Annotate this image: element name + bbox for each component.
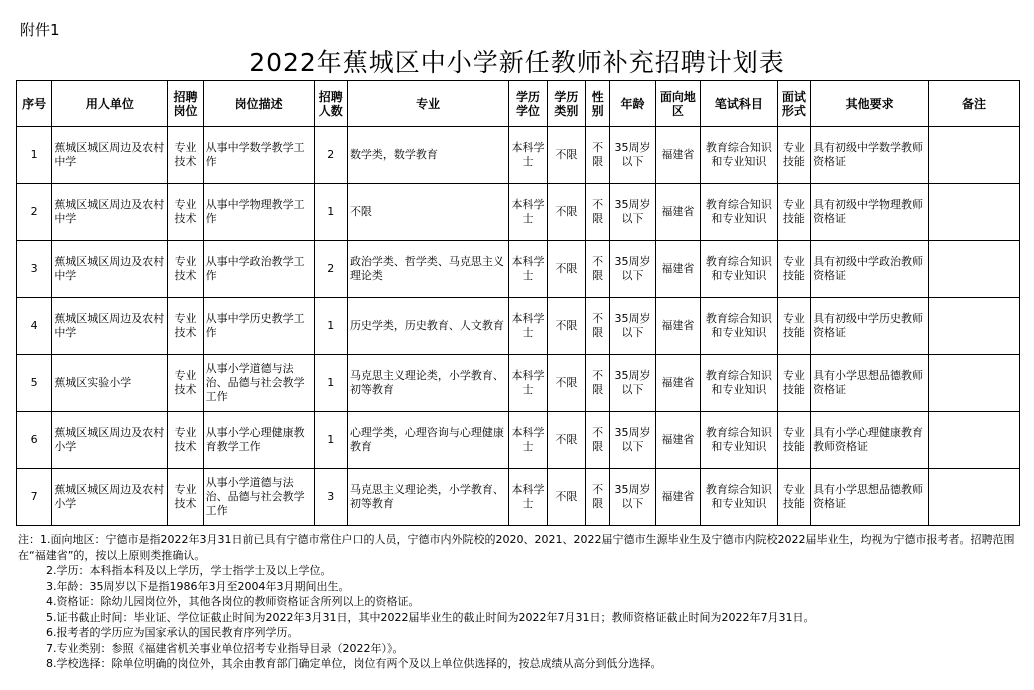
other-requirements-cell: 具有初级中学数学教师资格证 — [811, 127, 929, 184]
age-cell: 35周岁以下 — [610, 184, 655, 241]
other-requirements-cell: 具有小学思想品德教师资格证 — [811, 355, 929, 412]
header-cell: 序号 — [17, 81, 52, 127]
header-cell: 招聘岗位 — [168, 81, 203, 127]
gender-cell: 不限 — [586, 355, 610, 412]
header-cell: 面试形式 — [777, 81, 810, 127]
degree-cell: 本科学士 — [509, 241, 547, 298]
degree-cell: 本科学士 — [509, 469, 547, 526]
table-row — [17, 469, 1020, 526]
header-cell: 其他要求 — [811, 81, 929, 127]
gender-cell: 不限 — [586, 469, 610, 526]
post-description-cell: 从事中学数学教学工作 — [203, 127, 314, 184]
major-cell: 马克思主义理论类，小学教育、初等教育 — [347, 469, 508, 526]
employer-unit-cell: 蕉城区实验小学 — [52, 355, 168, 412]
employer-unit-cell: 蕉城区城区周边及农村小学 — [52, 412, 168, 469]
note-item: 注：1.面向地区：宁德市是指2022年3月31日前已具有宁德市常住户口的人员，宁德市内外院校的2020、2021、2022届宁德市生源毕业生及宁德市内院校2022届毕业生，均视为宁德市报考者。招聘范围在“福建省”的，按以上原则类推确认。 — [18, 533, 1015, 562]
table-row — [17, 298, 1020, 355]
education-type-cell: 不限 — [547, 184, 585, 241]
written-exam-subject-cell: 教育综合知识和专业知识 — [701, 412, 778, 469]
header-cell: 笔试科目 — [701, 81, 778, 127]
degree-cell: 本科学士 — [509, 412, 547, 469]
degree-cell: 本科学士 — [509, 298, 547, 355]
post-type-cell: 专业技术 — [168, 412, 203, 469]
target-region-cell: 福建省 — [655, 355, 700, 412]
hire-count-cell: 2 — [314, 127, 347, 184]
target-region-cell: 福建省 — [655, 184, 700, 241]
note-item: 4.资格证：除幼儿园岗位外，其他各岗位的教师资格证含所列以上的资格证。 — [46, 595, 420, 608]
header-cell: 学历类别 — [547, 81, 585, 127]
major-cell: 数学类，数学教育 — [347, 127, 508, 184]
target-region-cell: 福建省 — [655, 298, 700, 355]
remark-cell — [929, 355, 1020, 412]
degree-cell: 本科学士 — [509, 355, 547, 412]
major-cell: 政治学类、哲学类、马克思主义理论类 — [347, 241, 508, 298]
note-item: 8.学校选择：除单位明确的岗位外，其余由教育部门确定单位，岗位有两个及以上单位供选择的，按总成绩从高分到低分选择。 — [46, 657, 662, 670]
written-exam-subject-cell: 教育综合知识和专业知识 — [701, 298, 778, 355]
gender-cell: 不限 — [586, 298, 610, 355]
header-cell: 岗位描述 — [203, 81, 314, 127]
interview-format-cell: 专业技能 — [777, 469, 810, 526]
note-item: 3.年龄：35周岁以下是指1986年3月至2004年3月期间出生。 — [46, 579, 350, 593]
post-description-cell: 从事中学物理教学工作 — [203, 184, 314, 241]
age-cell: 35周岁以下 — [610, 127, 655, 184]
target-region-cell: 福建省 — [655, 469, 700, 526]
gender-cell: 不限 — [586, 412, 610, 469]
written-exam-subject-cell: 教育综合知识和专业知识 — [701, 241, 778, 298]
post-type-cell: 专业技术 — [168, 184, 203, 241]
notes-section — [18, 532, 1018, 672]
gender-cell: 不限 — [586, 241, 610, 298]
remark-cell — [929, 184, 1020, 241]
hire-count-cell: 1 — [314, 184, 347, 241]
target-region-cell: 福建省 — [655, 127, 700, 184]
written-exam-subject-cell: 教育综合知识和专业知识 — [701, 469, 778, 526]
recruitment-plan-table — [16, 80, 1020, 526]
interview-format-cell: 专业技能 — [777, 241, 810, 298]
row-number-cell: 7 — [17, 469, 52, 526]
education-type-cell: 不限 — [547, 469, 585, 526]
header-cell: 备注 — [929, 81, 1020, 127]
post-description-cell: 从事小学道德与法治、品德与社会教学工作 — [203, 469, 314, 526]
row-number-cell: 2 — [17, 184, 52, 241]
post-description-cell: 从事中学政治教学工作 — [203, 241, 314, 298]
post-description-cell: 从事小学道德与法治、品德与社会教学工作 — [203, 355, 314, 412]
age-cell: 35周岁以下 — [610, 298, 655, 355]
major-cell: 马克思主义理论类，小学教育、初等教育 — [347, 355, 508, 412]
table-row — [17, 184, 1020, 241]
other-requirements-cell: 具有初级中学政治教师资格证 — [811, 241, 929, 298]
gender-cell: 不限 — [586, 127, 610, 184]
post-description-cell: 从事中学历史教学工作 — [203, 298, 314, 355]
degree-cell: 本科学士 — [509, 184, 547, 241]
education-type-cell: 不限 — [547, 412, 585, 469]
interview-format-cell: 专业技能 — [777, 184, 810, 241]
note-item: 7.专业类别：参照《福建省机关事业单位招考专业指导目录（2022年）》。 — [46, 641, 404, 655]
note-item: 6.报考者的学历应为国家承认的国民教育序列学历。 — [46, 626, 299, 639]
row-number-cell: 4 — [17, 298, 52, 355]
post-type-cell: 专业技术 — [168, 241, 203, 298]
table-row — [17, 355, 1020, 412]
remark-cell — [929, 127, 1020, 184]
interview-format-cell: 专业技能 — [777, 412, 810, 469]
post-type-cell: 专业技术 — [168, 355, 203, 412]
age-cell: 35周岁以下 — [610, 241, 655, 298]
remark-cell — [929, 298, 1020, 355]
interview-format-cell: 专业技能 — [777, 355, 810, 412]
page-title: 2022年蕉城区中小学新任教师补充招聘计划表 — [249, 48, 785, 77]
remark-cell — [929, 469, 1020, 526]
education-type-cell: 不限 — [547, 241, 585, 298]
hire-count-cell: 2 — [314, 241, 347, 298]
employer-unit-cell: 蕉城区城区周边及农村中学 — [52, 184, 168, 241]
interview-format-cell: 专业技能 — [777, 298, 810, 355]
row-number-cell: 5 — [17, 355, 52, 412]
gender-cell: 不限 — [586, 184, 610, 241]
other-requirements-cell: 具有小学思想品德教师资格证 — [811, 469, 929, 526]
hire-count-cell: 1 — [314, 355, 347, 412]
table-header-row — [17, 81, 1020, 127]
target-region-cell: 福建省 — [655, 241, 700, 298]
table-row — [17, 241, 1020, 298]
employer-unit-cell: 蕉城区城区周边及农村小学 — [52, 469, 168, 526]
note-item: 5.证书截止时间：毕业证、学位证截止时间为2022年3月31日，其中2022届毕业生的截止时间为2022年7月31日；教师资格证截止时间为2022年7月31日。 — [46, 610, 815, 624]
header-cell: 专业 — [347, 81, 508, 127]
employer-unit-cell: 蕉城区城区周边及农村中学 — [52, 127, 168, 184]
major-cell: 心理学类，心理咨询与心理健康教育 — [347, 412, 508, 469]
age-cell: 35周岁以下 — [610, 469, 655, 526]
age-cell: 35周岁以下 — [610, 412, 655, 469]
employer-unit-cell: 蕉城区城区周边及农村中学 — [52, 298, 168, 355]
education-type-cell: 不限 — [547, 127, 585, 184]
education-type-cell: 不限 — [547, 355, 585, 412]
written-exam-subject-cell: 教育综合知识和专业知识 — [701, 127, 778, 184]
header-cell: 用人单位 — [52, 81, 168, 127]
hire-count-cell: 3 — [314, 469, 347, 526]
employer-unit-cell: 蕉城区城区周边及农村中学 — [52, 241, 168, 298]
post-type-cell: 专业技术 — [168, 127, 203, 184]
table-row — [17, 412, 1020, 469]
hire-count-cell: 1 — [314, 412, 347, 469]
interview-format-cell: 专业技能 — [777, 127, 810, 184]
written-exam-subject-cell: 教育综合知识和专业知识 — [701, 184, 778, 241]
note-item: 2.学历：本科指本科及以上学历，学士指学士及以上学位。 — [46, 564, 332, 577]
row-number-cell: 3 — [17, 241, 52, 298]
attachment-label: 附件1 — [20, 21, 60, 39]
header-cell: 性别 — [586, 81, 610, 127]
major-cell: 不限 — [347, 184, 508, 241]
major-cell: 历史学类，历史教育、人文教育 — [347, 298, 508, 355]
target-region-cell: 福建省 — [655, 412, 700, 469]
header-cell: 年龄 — [610, 81, 655, 127]
degree-cell: 本科学士 — [509, 127, 547, 184]
post-type-cell: 专业技术 — [168, 469, 203, 526]
header-cell: 学历学位 — [509, 81, 547, 127]
other-requirements-cell: 具有小学心理健康教育教师资格证 — [811, 412, 929, 469]
post-type-cell: 专业技术 — [168, 298, 203, 355]
row-number-cell: 1 — [17, 127, 52, 184]
row-number-cell: 6 — [17, 412, 52, 469]
table-row — [17, 127, 1020, 184]
remark-cell — [929, 241, 1020, 298]
other-requirements-cell: 具有初级中学物理教师资格证 — [811, 184, 929, 241]
remark-cell — [929, 412, 1020, 469]
header-cell: 招聘人数 — [314, 81, 347, 127]
other-requirements-cell: 具有初级中学历史教师资格证 — [811, 298, 929, 355]
header-cell: 面向地区 — [655, 81, 700, 127]
hire-count-cell: 1 — [314, 298, 347, 355]
post-description-cell: 从事小学心理健康教育教学工作 — [203, 412, 314, 469]
education-type-cell: 不限 — [547, 298, 585, 355]
age-cell: 35周岁以下 — [610, 355, 655, 412]
written-exam-subject-cell: 教育综合知识和专业知识 — [701, 355, 778, 412]
